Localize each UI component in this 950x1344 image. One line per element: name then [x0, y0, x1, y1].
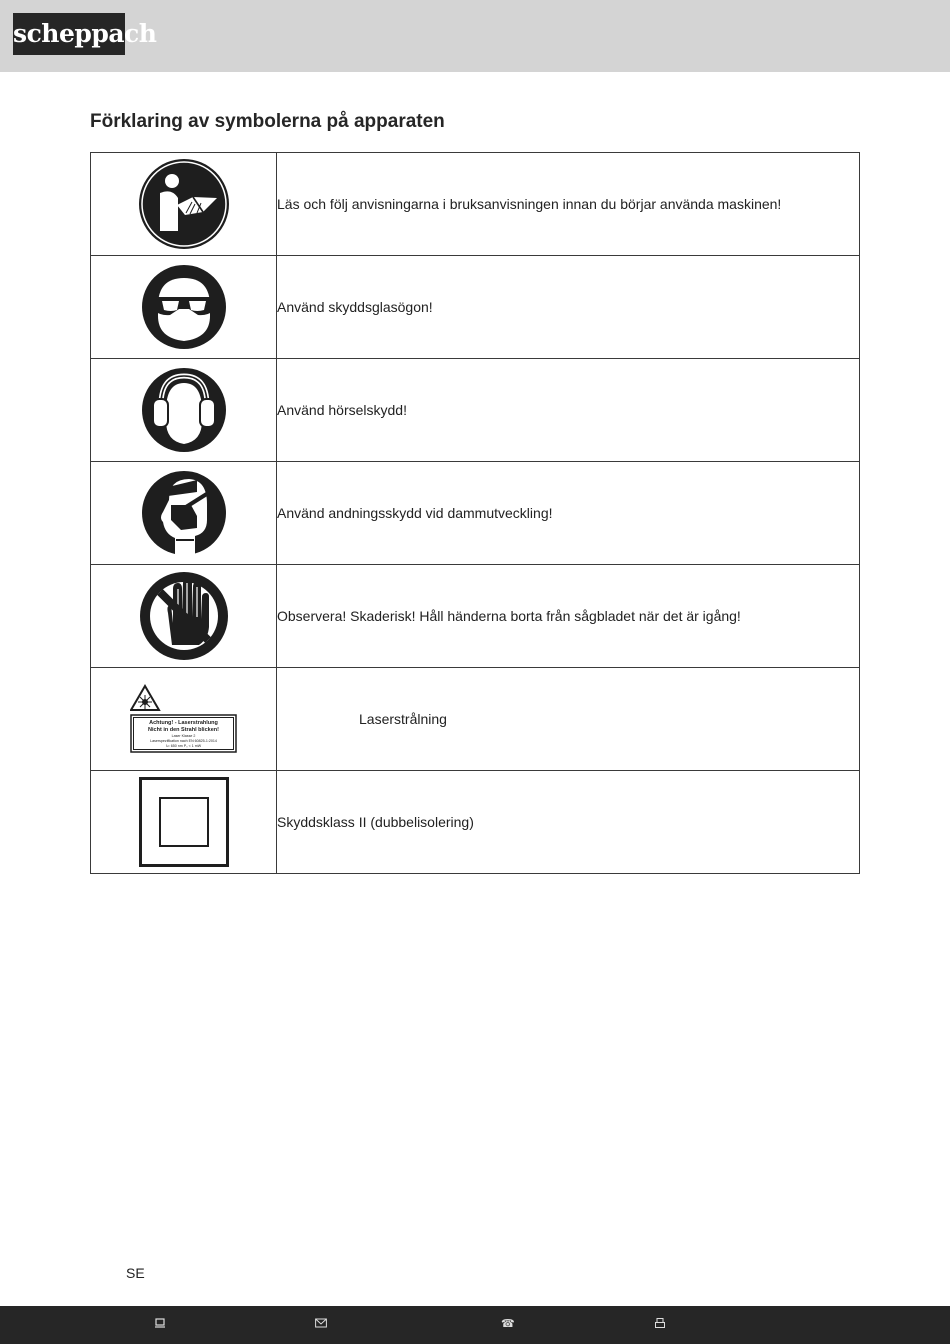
brand-logo: scheppach	[13, 13, 125, 55]
table-row	[91, 359, 860, 462]
symbol-description: Använd andningsskydd vid dammutveckling!	[277, 462, 860, 565]
language-code: SE	[126, 1265, 145, 1281]
table-row	[91, 771, 860, 874]
table-row	[91, 668, 860, 771]
symbol-description: Laserstrålning	[359, 711, 447, 727]
laser-label-line-2: Nicht in den Strahl blicken!	[147, 727, 219, 733]
symbol-description: Använd skyddsglasögon!	[277, 256, 860, 359]
symbols-table	[90, 152, 860, 874]
ear-protection-icon	[141, 367, 227, 453]
symbol-description: Använd hörselskydd!	[277, 359, 860, 462]
laser-label-line-5: λ= 650 nm P₀ < 1 mW	[165, 744, 201, 748]
header-bar	[0, 0, 950, 72]
read-manual-icon	[137, 157, 231, 251]
table-row	[91, 462, 860, 565]
email-icon	[315, 1318, 327, 1331]
symbol-description: Skyddsklass II (dubbelisolering)	[277, 771, 860, 874]
safety-goggles-icon	[141, 264, 227, 350]
symbol-description: Observera! Skaderisk! Håll händerna borta från sågbladet när det är igång!	[277, 565, 860, 668]
computer-icon	[155, 1318, 165, 1331]
fax-icon	[655, 1318, 665, 1331]
page-title: Förklaring av symbolerna på apparaten	[90, 111, 445, 132]
table-row	[91, 565, 860, 668]
no-hands-icon	[139, 571, 229, 661]
table-row	[91, 256, 860, 359]
protection-class-ii-icon	[139, 777, 229, 867]
respirator-icon	[141, 470, 227, 556]
laser-label-line-3: Laser Klasse 2	[171, 734, 195, 738]
laser-label-line-4: Laserspezifikation nach EN 60825-1:2014	[149, 739, 217, 743]
symbol-description: Läs och följ anvisningarna i bruksanvisningen innan du börjar använda maskinen!	[277, 153, 860, 256]
laser-label-line-1: Achtung! - Laserstrahlung	[148, 720, 218, 726]
phone-icon: ☎	[501, 1318, 515, 1330]
laser-warning-icon	[130, 684, 238, 754]
footer-bar	[0, 1306, 950, 1344]
table-row	[91, 153, 860, 256]
